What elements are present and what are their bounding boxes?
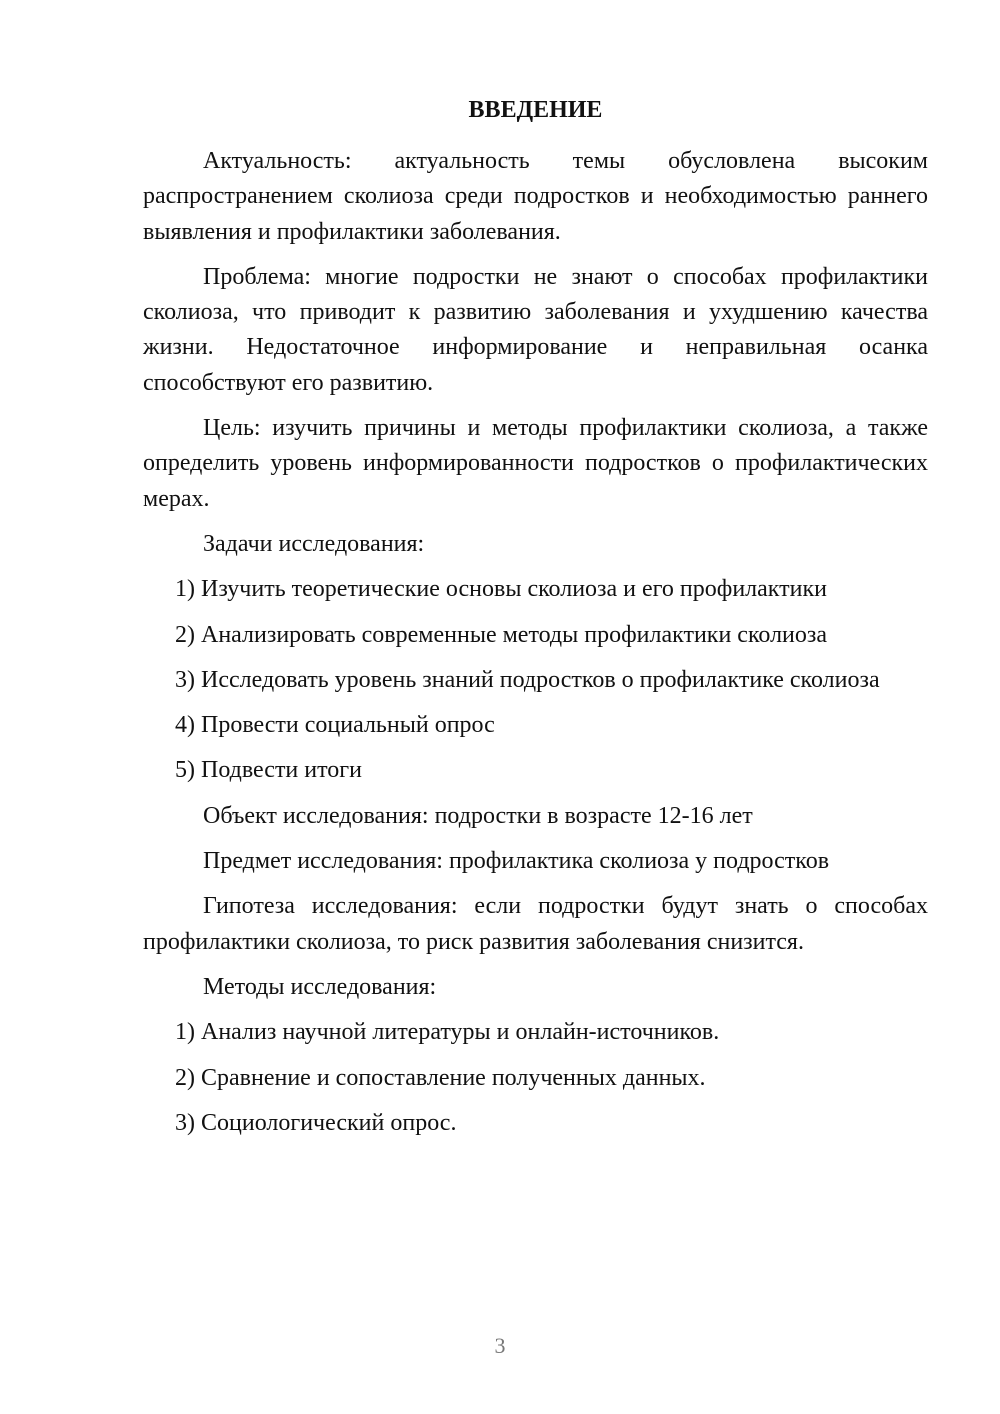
page-number: 3 [494,1333,506,1358]
method-item: 1) Анализ научной литературы и онлайн-источников. [175,1019,720,1046]
method-item: 3) Социологический опрос. [175,1109,457,1136]
methods-heading: Методы исследования: [203,973,437,1000]
tasks-heading: Задачи исследования: [203,530,425,557]
tasks-list [143,572,928,788]
hypothesis-paragraph: Гипотеза исследования: если подростки будут знать о способах профилактики сколиоза, то риск развития заболевания снизится. [143,893,928,955]
relevance-paragraph: Актуальность: актуальность темы обусловлена высоким распространением сколиоза среди подростков и необходимостью раннего выявления и профилактики заболевания. [143,148,928,245]
task-item: 5) Подвести итоги [175,757,362,784]
methods-list [143,1015,928,1141]
task-item: 3) Исследовать уровень знаний подростков о профилактике сколиоза [175,666,880,693]
problem-paragraph: Проблема: многие подростки не знают о способах профилактики сколиоза, что приводит к развитию заболевания и ухудшению качества жизни. Недостаточное информирование и неправильная осанка способствуют его развитию. [143,263,928,396]
goal-paragraph: Цель: изучить причины и методы профилактики сколиоза, а также определить уровень информированности подростков о профилактических мерах. [143,415,928,512]
page-title: ВВЕДЕНИЕ [468,97,603,123]
task-item: 2) Анализировать современные методы профилактики сколиоза [175,621,828,648]
page-content [143,92,928,1151]
subject-line: Предмет исследования: профилактика сколиоза у подростков [203,848,830,875]
method-item: 2) Сравнение и сопоставление полученных данных. [175,1064,706,1091]
object-line: Объект исследования: подростки в возрасте 12-16 лет [203,802,753,829]
task-item: 4) Провести социальный опрос [175,712,495,739]
task-item: 1) Изучить теоретические основы сколиоза и его профилактики [175,576,827,603]
